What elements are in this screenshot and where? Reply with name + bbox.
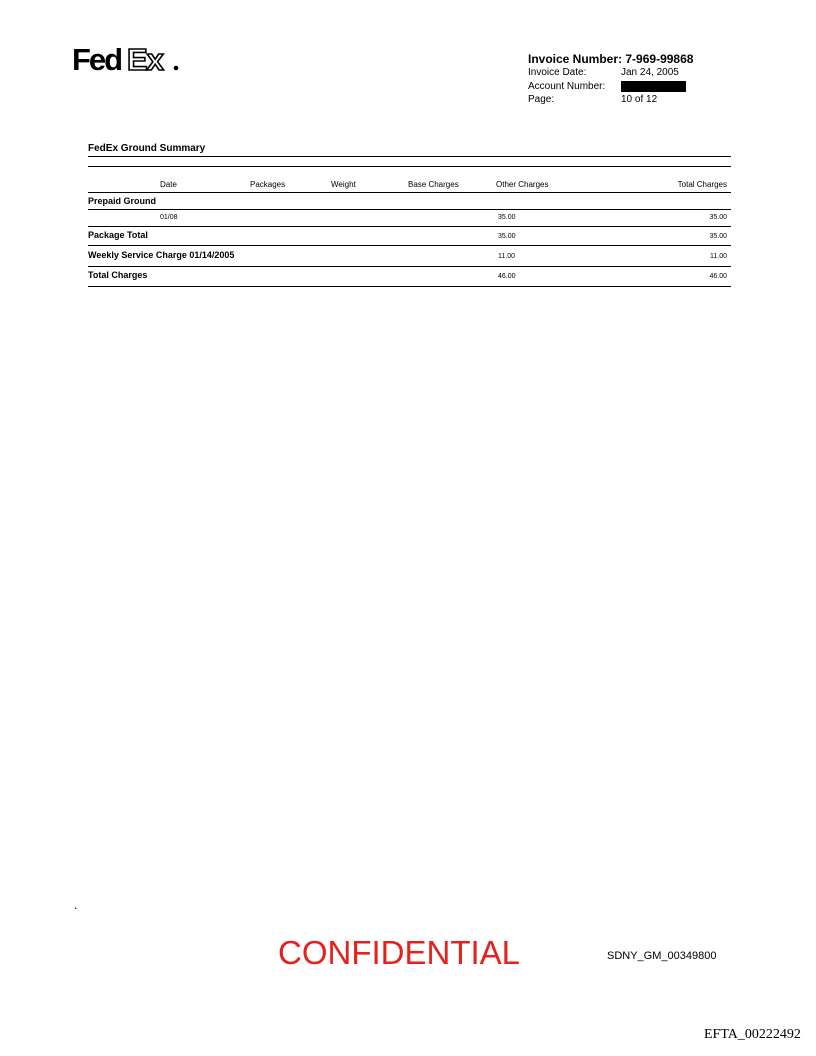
package-total-label: Package Total [88, 230, 148, 240]
divider [88, 209, 731, 210]
svg-text:Ex: Ex [127, 42, 163, 77]
invoice-date-label: Invoice Date: [528, 67, 587, 78]
invoice-number-label: Invoice Number: [528, 52, 623, 66]
divider [88, 156, 731, 157]
divider [88, 226, 731, 227]
group-title: Prepaid Ground [88, 196, 157, 206]
row-other: 35.00 [498, 214, 516, 221]
package-total-total: 35.00 [709, 233, 727, 240]
divider [88, 245, 731, 246]
package-total-other: 35.00 [498, 233, 516, 240]
page-row [528, 94, 657, 105]
fedex-logo [72, 40, 182, 80]
confidential-stamp: CONFIDENTIAL [278, 934, 521, 971]
account-number-row [528, 81, 686, 92]
invoice-date-value: Jan 24, 2005 [621, 67, 679, 78]
col-base-header: Base Charges [408, 180, 459, 189]
total-charges-other: 46.00 [498, 273, 516, 280]
weekly-service-total: 11.00 [710, 253, 727, 260]
account-number-label: Account Number: [528, 81, 606, 93]
divider [88, 192, 731, 193]
weekly-service-label: Weekly Service Charge 01/14/2005 [88, 250, 235, 260]
col-total-header: Total Charges [677, 180, 727, 189]
row-total: 35.00 [709, 214, 727, 221]
divider [88, 266, 731, 267]
invoice-number-line [528, 52, 693, 66]
page-value: 10 of 12 [621, 94, 658, 105]
col-other-header: Other Charges [496, 180, 549, 189]
bates-number: SDNY_GM_00349800 [607, 950, 717, 962]
invoice-date-row [528, 67, 679, 78]
divider [88, 166, 731, 167]
efta-number: EFTA_00222492 [704, 1027, 801, 1042]
total-charges-total: 46.00 [709, 273, 727, 280]
stray-dot: . [74, 898, 78, 912]
weekly-service-other: 11.00 [498, 253, 515, 260]
divider [88, 286, 731, 287]
svg-text:Fed: Fed [72, 42, 122, 77]
section-title: FedEx Ground Summary [88, 143, 206, 154]
invoice-number-value: 7-969-99868 [625, 52, 694, 66]
total-charges-label: Total Charges [88, 270, 148, 280]
col-packages-header: Packages [250, 180, 286, 189]
col-weight-header: Weight [331, 180, 356, 189]
col-date-header: Date [160, 180, 177, 189]
row-date: 01/08 [160, 214, 178, 221]
page-label: Page: [528, 94, 555, 105]
account-number-redaction [621, 81, 686, 92]
